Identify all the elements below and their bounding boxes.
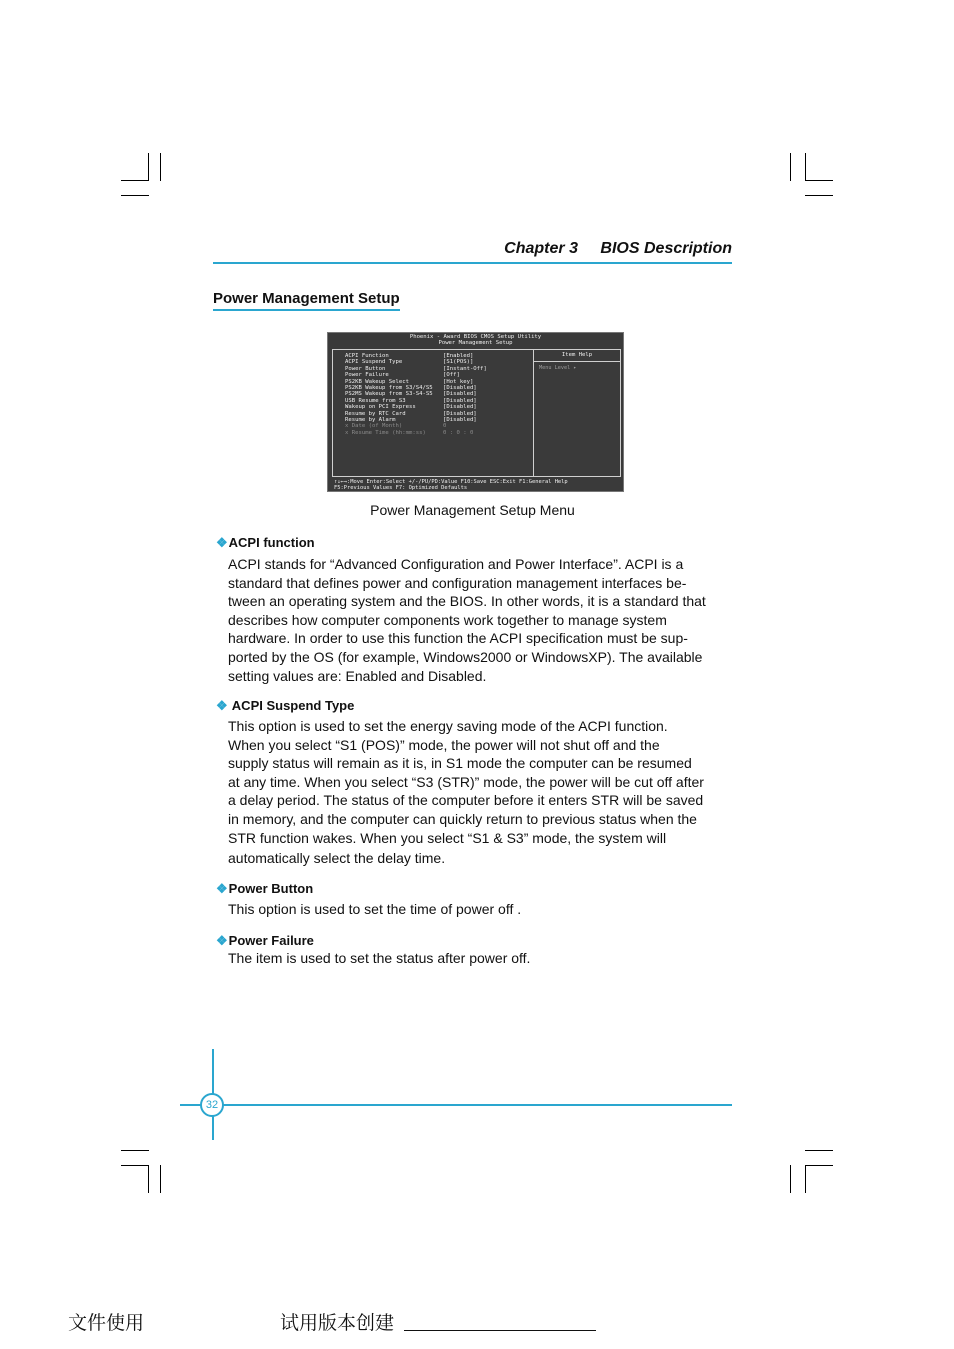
paragraph-power-button	[228, 900, 733, 919]
bios-setting-value[interactable]: [Disabled]	[443, 410, 477, 417]
text-line: The item is used to set the status after power off.	[228, 950, 531, 966]
bios-setting-label: ACPI Suspend Type	[345, 359, 403, 366]
header-text	[486, 240, 732, 258]
bios-title-line1: Phoenix - Award BIOS CMOS Setup Utility	[409, 334, 542, 340]
bios-setting-value[interactable]: [Instant-Off]	[443, 365, 487, 372]
bios-setting-label: Wakeup on PCI Express	[345, 404, 416, 411]
bios-menu-level: Menu Level ▸	[539, 365, 577, 371]
bios-setting-value[interactable]: 0	[443, 423, 447, 430]
bios-setting-label: ACPI Function	[345, 353, 389, 359]
crop-mark	[121, 1165, 149, 1166]
text-line: describes how computer components work together to manage system	[228, 611, 667, 628]
bios-screenshot	[327, 332, 624, 492]
paragraph-power-failure	[228, 949, 733, 968]
paragraph-acpi-suspend-type	[228, 717, 733, 868]
crop-mark	[805, 180, 833, 181]
crop-mark	[790, 153, 791, 181]
bios-setting-label: x Date (of Month)	[345, 423, 403, 430]
bios-setting-value[interactable]: [Disabled]	[443, 416, 477, 423]
section-heading-acpi-suspend-type	[216, 698, 354, 714]
text-line: in memory, and the computer can quickly return to previous status when the	[228, 810, 697, 827]
text-line: ported by the OS (for example, Windows2000 or WindowsXP). The available	[228, 648, 703, 665]
crop-mark	[805, 195, 833, 196]
crop-mark	[805, 1165, 806, 1193]
crop-mark	[121, 1150, 149, 1151]
bios-setting-label: x Resume Time (hh:mm:ss)	[345, 429, 426, 436]
bios-setting-label: PS2KB Wakeup from S3/S4/S5	[345, 384, 433, 391]
bios-help-separator	[534, 361, 620, 362]
text-line: hardware. In order to use this function the ACPI specification must be sup-	[228, 630, 688, 647]
bios-setting-label: Resume by RTC Card	[345, 410, 406, 417]
crop-mark	[790, 1165, 791, 1193]
bios-setting-value[interactable]: [Off]	[443, 372, 460, 379]
bios-setting-label: PS2KB Wakeup Select	[345, 378, 409, 385]
bios-setting-value[interactable]: 0 : 0 : 0	[443, 429, 474, 436]
text-line: at any time. When you select “S3 (STR)” mode, the power will be cut off after	[228, 773, 704, 790]
footer-underline	[404, 1330, 596, 1331]
crop-mark	[160, 1165, 161, 1193]
bios-setting-value[interactable]: [Disabled]	[443, 397, 477, 404]
page-number: 32	[200, 1093, 224, 1117]
heading-text: ACPI Suspend Type	[231, 698, 355, 713]
bios-divider	[533, 350, 534, 476]
diamond-bullet-icon: ❖	[216, 535, 228, 550]
text-line: setting values are: Enabled and Disabled.	[228, 667, 487, 684]
footer-cn-left: 文件使用	[68, 1312, 145, 1334]
bios-setting-label: Power Failure	[345, 372, 389, 379]
crop-mark	[121, 180, 149, 181]
text-line: This option is used to set the energy saving mode of the ACPI function.	[228, 718, 668, 734]
text-line: a delay period. The status of the computer before it enters STR will be saved	[228, 792, 704, 809]
text-line: supply status will remain as it is, in S1 mode the computer can be resumed	[228, 755, 692, 772]
crop-mark	[805, 1165, 833, 1166]
text-line: tween an operating system and the BIOS. In other words, it is a standard that	[228, 593, 706, 610]
bios-setting-value[interactable]: [Disabled]	[443, 404, 477, 411]
chapter-label: Chapter 3	[504, 240, 578, 257]
text-line: STR function wakes. When you select “S1 & S3” mode, the system will	[228, 829, 667, 846]
section-label: BIOS Description	[600, 240, 732, 257]
figure-caption: Power Management Setup Menu	[370, 502, 575, 518]
bios-frame	[332, 349, 621, 477]
bios-title	[328, 334, 623, 346]
bios-footer-line1: ↑↓←→:Move Enter:Select +/-/PU/PD:Value F10:Save ESC:Exit F1:General Help	[334, 479, 568, 485]
heading-text: ACPI function	[228, 535, 315, 550]
text-line: When you select “S1 (POS)” mode, the power will not shut off and the	[228, 736, 660, 753]
diamond-bullet-icon: ❖	[216, 933, 228, 948]
bios-setting-value[interactable]: [Hot key]	[443, 378, 474, 385]
bios-setting-value[interactable]: [Disabled]	[443, 384, 477, 391]
bios-setting-label: Resume by Alarm	[345, 416, 396, 423]
bios-title-line2: Power Management Setup	[438, 340, 513, 346]
crop-mark	[160, 153, 161, 181]
page-title: Power Management Setup	[213, 290, 400, 311]
section-heading-power-failure	[216, 933, 314, 949]
text-line: standard that defines power and configuration management interfaces be-	[228, 574, 687, 591]
page-number-horizontal-line	[180, 1104, 732, 1106]
section-heading-acpi-function	[216, 535, 315, 551]
bios-setting-label: Power Button	[345, 365, 386, 372]
crop-mark	[121, 195, 149, 196]
diamond-bullet-icon: ❖	[216, 881, 228, 896]
bios-setting-value[interactable]: [S1(POS)]	[443, 359, 474, 366]
crop-mark	[805, 153, 806, 181]
heading-text: Power Button	[228, 881, 314, 896]
heading-text: Power Failure	[228, 933, 314, 948]
bios-setting-value[interactable]: [Enabled]	[443, 353, 474, 359]
bios-setting-label: USB Resume from S3	[345, 397, 406, 404]
text-line: ACPI stands for “Advanced Configuration and Power Interface”. ACPI is a	[228, 556, 684, 572]
footer-cn-right: 试用版本创建	[280, 1312, 395, 1334]
paragraph-acpi-function	[228, 555, 733, 685]
bios-setting-label: PS2MS Wakeup from S3-S4-S5	[345, 391, 433, 398]
bios-footer-line2: F5:Previous Values F7: Optimized Defaults	[334, 485, 468, 491]
bios-setting-value[interactable]: [Disabled]	[443, 391, 477, 398]
chapter-header	[213, 238, 732, 264]
text-line: This option is used to set the time of power off .	[228, 901, 522, 917]
crop-mark	[805, 1150, 833, 1151]
section-heading-power-button	[216, 881, 313, 897]
crop-mark	[148, 1165, 149, 1193]
crop-mark	[148, 153, 149, 181]
diamond-bullet-icon: ❖	[216, 698, 228, 713]
bios-help-title: Item Help	[561, 352, 593, 358]
text-line: automatically select the delay time.	[228, 850, 446, 867]
